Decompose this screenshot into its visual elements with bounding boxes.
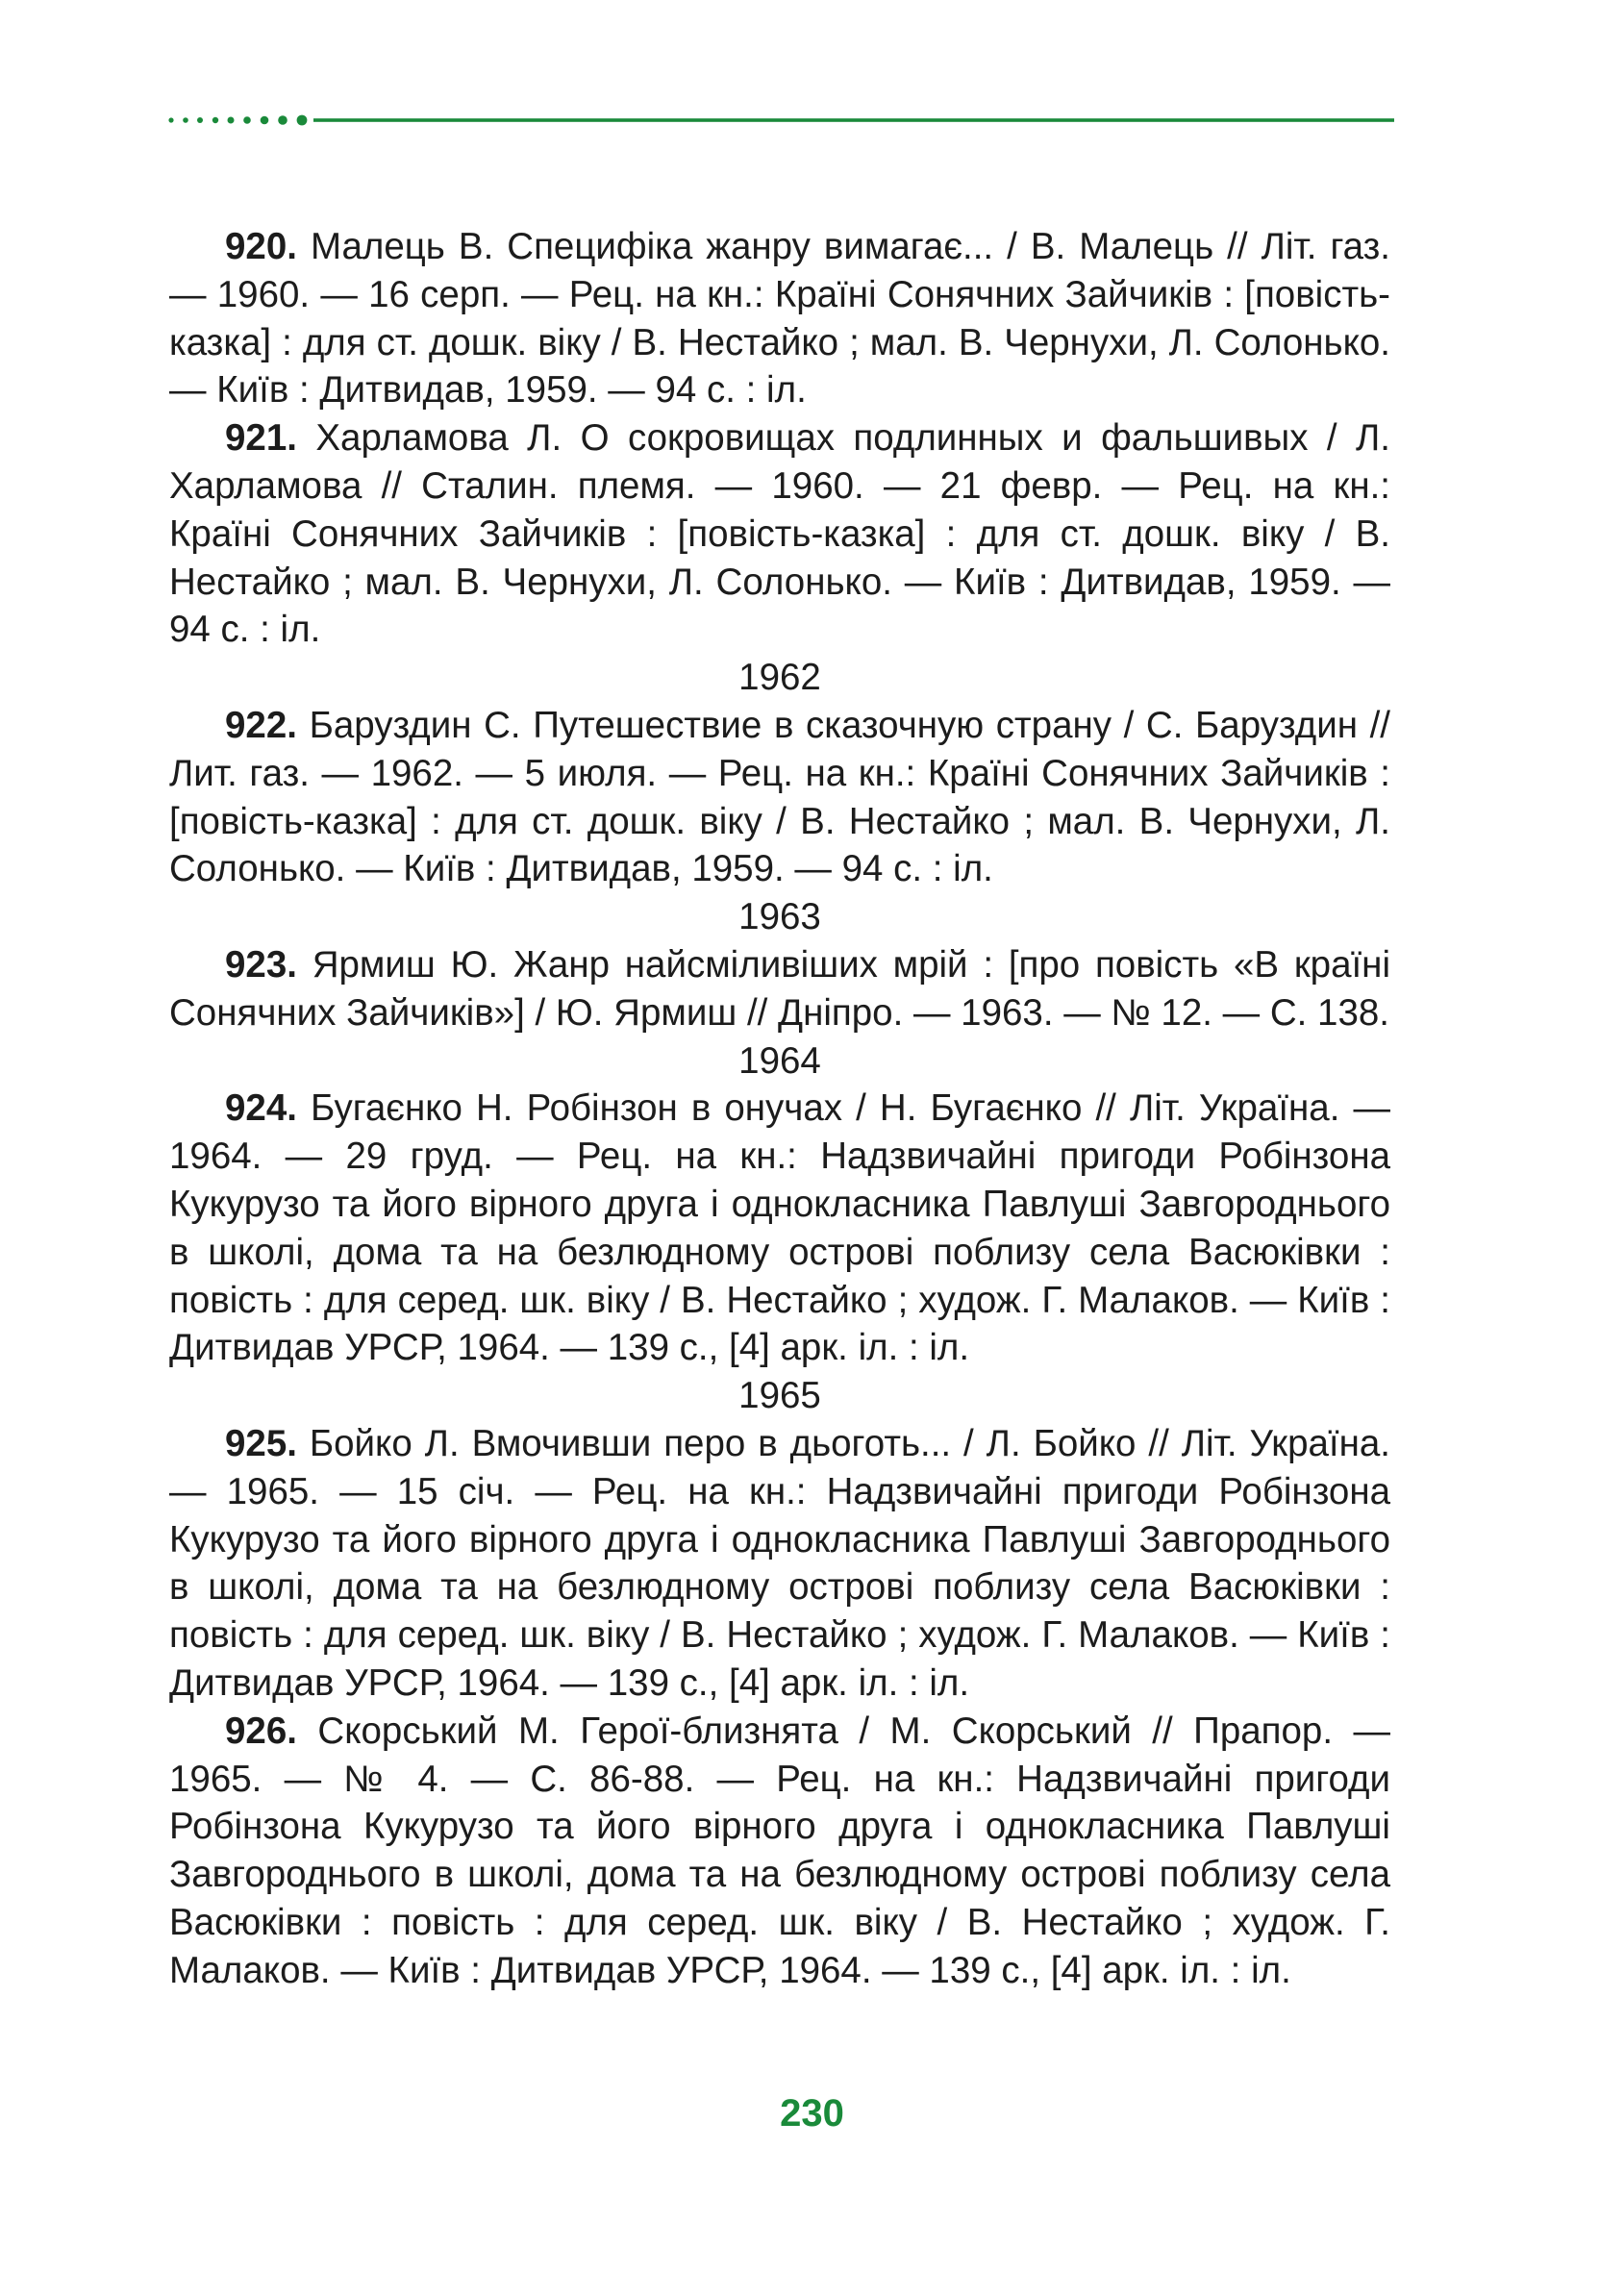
rule-dot [228,117,235,124]
rule-dot [261,116,269,125]
rule-dot [278,115,287,125]
entry-number: 920. [225,226,297,267]
bibliography-entry [169,414,1390,654]
rule-dot [243,116,251,124]
year-heading: 1963 [738,896,821,938]
bibliography-content [169,223,1390,1994]
entry-text: Баруздин С. Путешествие в сказочную страну / С. Баруздин // Лит. газ. — 1962. — 5 июля. — Рец. на кн.: Країні Сонячних Зайчиків : [повість-казка] : для ст. дошк. віку / В. Нестайко ; мал. В. Чернухи, Л. Солонько. — Київ : Дитвидав, 1959. — 94 с. : іл. [169,704,1390,890]
entry-number: 921. [225,417,297,460]
page-number: 230 [780,2092,844,2135]
rule-dot [183,117,188,123]
year-heading: 1965 [738,1375,821,1417]
bibliography-entry [169,1085,1390,1372]
bibliography-entry [169,223,1390,414]
entry-text: Харламова Л. О сокровищах подлинных и фальшивых / Л. Харламова // Сталин. племя. — 1960. — 21 февр. — Рец. на кн.: Країні Сонячних Зайчиків : [повість-казка] : для ст. дошк. віку / В. Нестайко ; мал. В. Чернухи, Л. Солонько. — Київ : Дитвидав, 1959. — 94 с. : іл. [169,417,1390,651]
entry-number: 925. [225,1422,297,1464]
entry-number: 924. [225,1087,297,1130]
entry-text: Бугаєнко Н. Робінзон в онучах / Н. Бугаєнко // Літ. Україна. — 1964. — 29 груд. — Рец. на кн.: Надзвичайні пригоди Робінзона Кукурузо та його вірного друга і однокласника Павлуші Завгороднього в школі, дома та на безлюдному острові поблизу села Васюківки : повість : для серед. шк. віку / В. Нестайко ; худож. Г. Малаков. — Київ : Дитвидав УРСР, 1964. — 139 с., [4] арк. іл. : іл. [169,1087,1390,1369]
entry-text: Скорський М. Герої-близнята / М. Скорський // Прапор. — 1965. — № 4. — С. 86-88. — Рец. на кн.: Надзвичайні пригоди Робінзона Кукурузо та його вірного друга і однокласника Павлуші Завгороднього в школі, дома та на безлюдному острові поблизу села Васюківки : повість : для серед. шк. віку / В. Нестайко ; худож. Г. Малаков. — Київ : Дитвидав УРСР, 1964. — 139 с., [4] арк. іл. : іл. [169,1710,1391,1991]
entry-text: Бойко Л. Вмочивши перо в дьоготь... / Л. Бойко // Літ. Україна. — 1965. — 15 січ. — Рец. на кн.: Надзвичайні пригоди Робінзона Кукурузо та його вірного друга і однокласника Павлуші Завгороднього в школі, дома та на безлюдному острові поблизу села Васюківки : повість : для серед. шк. віку / В. Нестайко ; худож. Г. Малаков. — Київ : Дитвидав УРСР, 1964. — 139 с., [4] арк. іл. : іл. [169,1422,1390,1704]
entry-number: 923. [225,943,297,986]
rule-dot [197,117,203,123]
entry-number: 926. [225,1710,297,1752]
rule-dot [212,117,218,123]
rule-dot [297,115,308,126]
bibliography-entry [169,941,1390,1037]
entry-number: 922. [225,704,297,746]
year-heading: 1964 [738,1039,821,1082]
bibliography-entry [169,702,1390,893]
rule-dot [168,117,173,122]
year-heading: 1962 [738,657,821,699]
header-decorative-rule [167,113,1394,127]
entry-text: Ярмиш Ю. Жанр найсміливіших мрій : [про повість «В країні Сонячних Зайчиків»] / Ю. Ярмиш // Дніпро. — 1963. — № 12. — С. 138. [169,943,1390,1034]
bibliography-entry [169,1420,1390,1708]
rule-line [313,118,1394,122]
bibliography-entry [169,1708,1390,1995]
entry-text: Малець В. Специфіка жанру вимагає... / В. Малець // Літ. газ. — 1960. — 16 серп. — Рец. на кн.: Країні Сонячних Зайчиків : [повість-казка] : для ст. дошк. віку / В. Нестайко ; мал. В. Чернухи, Л. Солонько. — Київ : Дитвидав, 1959. — 94 с. : іл. [169,226,1390,412]
